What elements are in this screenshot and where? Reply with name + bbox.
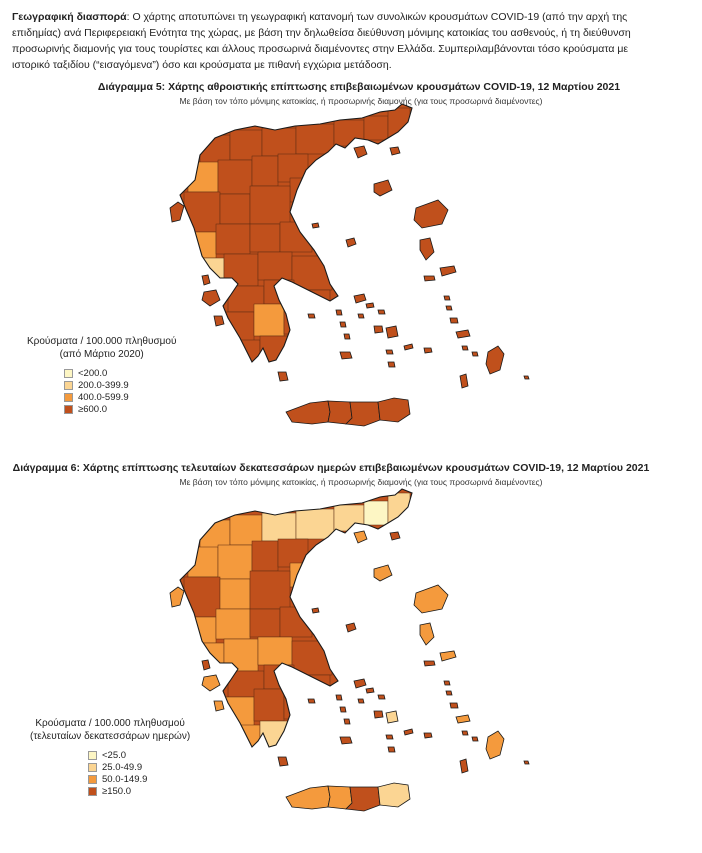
legend-swatch	[64, 381, 73, 390]
region-arcadia	[254, 689, 284, 721]
region-magnesia	[280, 607, 312, 637]
intro-text: : Ο χάρτης αποτυπώνει τη γεωγραφική κατανομή των συνολικών κρουσμάτων COVID-19 (από την αρχή της επιδημίας) ανά Περιφερειακή Ενότητα της χώρας, με βάση την δηλωθείσα διεύθυνση μόνιμης κατοικίας του ασθενούς, ή τη διεύθυνση προσωρινής διαμονής για τους τουρίστες και άλλους προσωρινά διαμένοντες στην Ελλάδα. Συμπεριλαμβάνονται τόσο κρούσματα με ιστορικό ταξιδίου (“εισαγόμενα”) όσο και κρούσματα με πιθανή εγχώρια μετάδοση.	[12, 11, 631, 71]
island-samothraki	[390, 532, 400, 540]
legend-14-day	[30, 717, 190, 797]
legend-item	[64, 391, 176, 403]
island-serifos	[344, 719, 350, 724]
island-patmos	[444, 681, 450, 685]
legend-title: Κρούσματα / 100.000 πληθυσμού	[27, 336, 177, 347]
island-naxos	[386, 711, 398, 723]
island-kea	[336, 310, 342, 315]
island-milos	[340, 737, 352, 744]
legend-label: 200.0-399.9	[78, 379, 129, 391]
region-argolida	[284, 695, 304, 719]
crete-rethymno	[328, 786, 352, 809]
region-kozani	[218, 160, 252, 194]
island-kythira	[278, 757, 288, 766]
island-milos	[340, 352, 352, 359]
island-amorgos	[404, 344, 413, 350]
island-kos	[456, 715, 470, 723]
region-kilkis	[262, 128, 296, 156]
island-kalymnos	[450, 318, 458, 323]
island-astypalaia	[424, 348, 432, 353]
island-rhodes	[486, 731, 504, 759]
legend-swatch	[64, 405, 73, 414]
island-chios	[420, 238, 434, 260]
island-rhodes	[486, 346, 504, 374]
crete-chania	[286, 401, 330, 424]
legend-item	[88, 761, 190, 773]
region-fthiotida	[258, 637, 292, 665]
island-zakynthos	[214, 316, 224, 326]
region-trikala	[216, 609, 250, 639]
legend-item	[88, 773, 190, 785]
island-lefkada	[202, 275, 210, 285]
crete-lasithi	[378, 398, 410, 422]
legend-label: ≥150.0	[102, 785, 131, 797]
island-skyros	[346, 623, 356, 632]
region-imathia	[252, 156, 278, 186]
legend-item	[64, 367, 176, 379]
intro-paragraph	[12, 9, 662, 73]
island-kythnos	[340, 707, 346, 712]
region-attica	[294, 675, 330, 695]
region-attica	[294, 290, 330, 310]
region-karditsa	[250, 609, 280, 637]
legend-swatch	[64, 393, 73, 402]
island-paros	[374, 326, 383, 333]
island-chios	[420, 623, 434, 645]
legend-subtitle: (τελευταίων δεκατεσσάρων ημερών)	[30, 731, 191, 742]
island-samos	[440, 651, 456, 661]
island-ios	[386, 350, 393, 354]
legend-swatch	[64, 369, 73, 378]
island-kerkyra	[170, 202, 184, 222]
region-grevena	[220, 579, 250, 609]
legend-swatch	[88, 763, 97, 772]
island-lesvos	[414, 200, 448, 228]
island-skiathos	[312, 223, 319, 228]
region-pella	[230, 515, 262, 545]
island-samothraki	[390, 147, 400, 155]
region-larisa	[250, 186, 290, 224]
island-santorini	[388, 362, 395, 367]
island-lesvos	[414, 585, 448, 613]
island-nisyros	[462, 346, 468, 350]
region-kastoria	[188, 162, 218, 192]
region-drama	[334, 505, 364, 531]
region-ioannina	[184, 192, 220, 232]
region-serres	[296, 509, 334, 539]
island-kea	[336, 695, 342, 700]
region-aitoloakarnania	[224, 639, 258, 671]
crete-lasithi	[378, 783, 410, 807]
region-florina	[200, 135, 230, 163]
map-cumulative-incidence	[140, 100, 550, 430]
island-kythira	[278, 372, 288, 381]
legend-swatch	[88, 787, 97, 796]
region-trikala	[216, 224, 250, 254]
legend-cumulative	[27, 335, 176, 415]
island-paros	[374, 711, 383, 718]
island-tilos	[472, 737, 478, 741]
island-serifos	[344, 334, 350, 339]
island-syros	[358, 699, 364, 703]
island-thasos	[354, 531, 367, 543]
island-tinos	[366, 688, 374, 693]
island-lemnos	[374, 565, 392, 581]
island-ios	[386, 735, 393, 739]
island-kastellorizo	[524, 376, 529, 379]
crete-heraklion	[346, 402, 380, 426]
island-thasos	[354, 146, 367, 158]
legend-label: <200.0	[78, 367, 108, 379]
island-santorini	[388, 747, 395, 752]
region-larisa	[250, 571, 290, 609]
legend-subtitle: (από Μάρτιο 2020)	[59, 349, 144, 360]
region-arcadia	[254, 304, 284, 336]
crete-heraklion	[346, 787, 380, 811]
region-kozani	[218, 545, 252, 579]
region-kastoria	[188, 547, 218, 577]
island-kerkyra	[170, 587, 184, 607]
crete-rethymno	[328, 401, 352, 424]
island-ikaria	[424, 661, 435, 666]
island-mykonos	[378, 310, 385, 314]
island-lemnos	[374, 180, 392, 196]
island-ikaria	[424, 276, 435, 281]
region-magnesia	[280, 222, 312, 252]
region-pella	[230, 130, 262, 160]
region-xanthi	[364, 116, 388, 140]
legend-label: 50.0-149.9	[102, 773, 148, 785]
island-mykonos	[378, 695, 385, 699]
map-14-day-incidence	[140, 485, 550, 815]
island-kastellorizo	[524, 761, 529, 764]
legend-swatch	[88, 751, 97, 760]
island-zakynthos	[214, 701, 224, 711]
intro-lead: Γεωγραφική διασπορά	[12, 11, 127, 23]
island-nisyros	[462, 731, 468, 735]
island-kos	[456, 330, 470, 338]
region-imathia	[252, 541, 278, 571]
island-karpathos	[460, 374, 468, 388]
island-kythnos	[340, 322, 346, 327]
island-tinos	[366, 303, 374, 308]
island-kefalonia	[202, 290, 220, 306]
island-tilos	[472, 352, 478, 356]
island-leros	[446, 691, 452, 695]
legend-item	[64, 379, 176, 391]
region-serres	[296, 124, 334, 154]
legend-label: 400.0-599.9	[78, 391, 129, 403]
figure-5-subtitle: Με βάση τον τόπο μόνιμης κατοικίας, ή προσωρινής διαμονής (για τους προσωρινά διαμένοντες)	[179, 96, 543, 106]
legend-label: ≥600.0	[78, 403, 107, 415]
island-skyros	[346, 238, 356, 247]
region-ioannina	[184, 577, 220, 617]
region-karditsa	[250, 224, 280, 252]
island-andros	[354, 294, 366, 303]
region-drama	[334, 120, 364, 146]
island-naxos	[386, 326, 398, 338]
region-argolida	[284, 310, 304, 334]
legend-swatch	[88, 775, 97, 784]
island-karpathos	[460, 759, 468, 773]
legend-label: <25.0	[102, 749, 127, 761]
region-fthiotida	[258, 252, 292, 280]
region-kilkis	[262, 513, 296, 541]
region-florina	[200, 520, 230, 548]
island-aegina	[308, 699, 315, 703]
legend-label: 25.0-49.9	[102, 761, 143, 773]
legend-title: Κρούσματα / 100.000 πληθυσμού	[35, 718, 185, 729]
island-kalymnos	[450, 703, 458, 708]
island-skiathos	[312, 608, 319, 613]
island-samos	[440, 266, 456, 276]
island-aegina	[308, 314, 315, 318]
island-patmos	[444, 296, 450, 300]
legend-item	[88, 749, 190, 761]
island-kefalonia	[202, 675, 220, 691]
legend-item	[88, 785, 190, 797]
island-astypalaia	[424, 733, 432, 738]
region-aitoloakarnania	[224, 254, 258, 286]
crete-chania	[286, 786, 330, 809]
region-xanthi	[364, 501, 388, 525]
island-leros	[446, 306, 452, 310]
region-grevena	[220, 194, 250, 224]
figure-6-title: Διάγραμμα 6: Χάρτης επίπτωσης τελευταίων δεκατεσσάρων ημερών επιβεβαιωμένων κρουσμάτων COVID-19, 12 Μαρτίου 2021	[12, 462, 650, 474]
island-syros	[358, 314, 364, 318]
island-amorgos	[404, 729, 413, 735]
figure-6-subtitle: Με βάση τον τόπο μόνιμης κατοικίας, ή προσωρινής διαμονής (για τους προσωρινά διαμένοντες)	[179, 477, 543, 487]
island-andros	[354, 679, 366, 688]
figure-5-title: Διάγραμμα 5: Χάρτης αθροιστικής επίπτωσης επιβεβαιωμένων κρουσμάτων COVID-19, 12 Μαρτίου 2021	[97, 81, 621, 93]
legend-item	[64, 403, 176, 415]
island-lefkada	[202, 660, 210, 670]
